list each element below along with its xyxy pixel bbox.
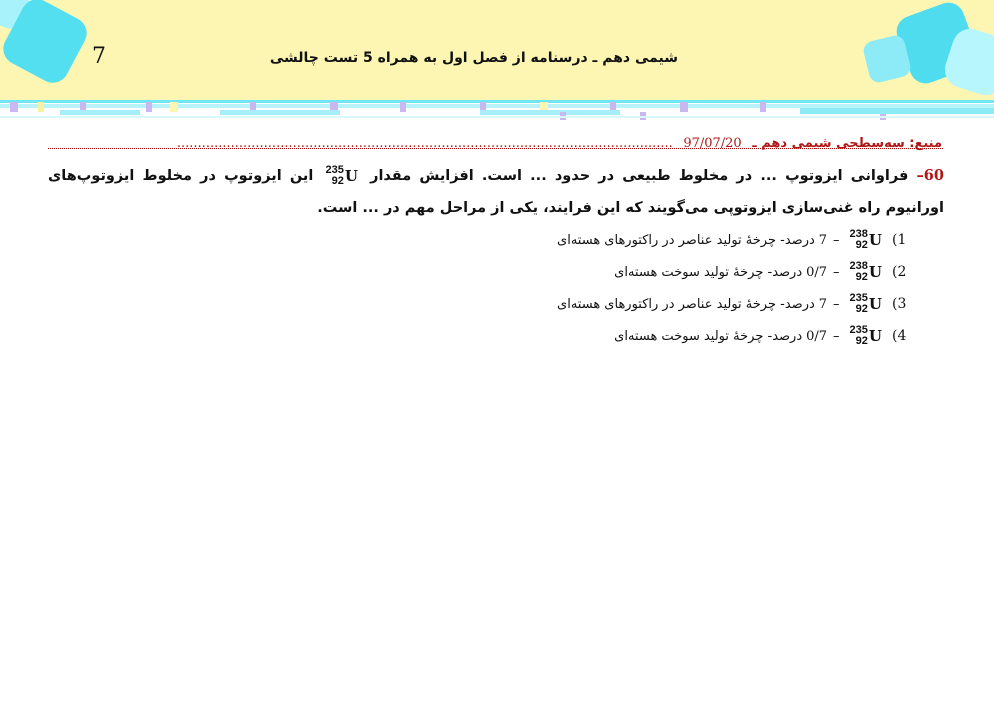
question-text-part2: این ایزوتوپ در مخلوط ایزوتوپ‌های اورانیوم راه غنی‌سازی ایزوتوپی می‌گویند که این فرایند، یکی از مراحل مهم در ... است. [48, 168, 944, 216]
option-text: درصد- چرخهٔ تولید سوخت هسته‌ای [614, 264, 803, 280]
option-separator: – [833, 264, 840, 280]
answer-option-3[interactable] [557, 288, 912, 320]
header-stripes [0, 100, 994, 122]
nuclide-symbol [850, 325, 882, 347]
option-separator: – [833, 328, 840, 344]
nuclide-atomic: 92 [855, 303, 868, 315]
source-label: منبع: سه‌سطحی شیمی دهم ـ [752, 136, 942, 151]
nuclide-element: U [344, 167, 358, 185]
answer-option-4[interactable] [557, 320, 912, 352]
page-title: شیمی دهم ـ درسنامه از فصل اول به همراه 5 تست چالشی [269, 50, 678, 66]
option-number: 2) [892, 264, 907, 280]
source-dots: ........................................................................................................................ [176, 136, 673, 151]
option-text: درصد- چرخهٔ تولید سوخت هسته‌ای [614, 328, 803, 344]
nuclide-mass: 235 [849, 324, 868, 336]
option-value: 7 [818, 296, 828, 312]
option-separator: – [833, 296, 840, 312]
nuclide-mass: 238 [849, 260, 868, 272]
source-line [177, 136, 942, 151]
page-header [0, 0, 994, 100]
nuclide-symbol [850, 293, 882, 315]
nuclide-symbol [850, 261, 882, 283]
nuclide-atomic: 92 [855, 239, 868, 251]
nuclide-symbol [325, 160, 357, 192]
option-value: 0/7 [806, 264, 828, 280]
question-text-part1: فراوانی ایزوتوپ ... در مخلوط طبیعی در حدود ... است. افزایش مقدار [370, 168, 909, 184]
nuclide-mass: 235 [849, 292, 868, 304]
source-date: 97/07/20 [683, 136, 742, 151]
option-value: 0/7 [806, 328, 828, 344]
page-number: 7 [92, 44, 106, 69]
nuclide-mass: 238 [849, 228, 868, 240]
nuclide-symbol [850, 229, 882, 251]
nuclide-atomic: 92 [855, 335, 868, 347]
option-number: 3) [892, 296, 907, 312]
option-number: 4) [892, 328, 907, 344]
answer-option-1[interactable] [557, 224, 912, 256]
option-text: درصد- چرخهٔ تولید عناصر در راکتورهای هسته‌ای [557, 232, 815, 248]
nuclide-element: U [868, 231, 882, 249]
nuclide-mass: 235 [325, 164, 344, 176]
nuclide-atomic: 92 [855, 271, 868, 283]
question-number: 60– [916, 167, 944, 184]
answer-options [557, 224, 912, 352]
nuclide-element: U [868, 263, 882, 281]
answer-option-2[interactable] [557, 256, 912, 288]
option-number: 1) [892, 232, 907, 248]
nuclide-element: U [868, 327, 882, 345]
option-text: درصد- چرخهٔ تولید عناصر در راکتورهای هسته‌ای [557, 296, 815, 312]
question-text [48, 160, 944, 224]
option-value: 7 [818, 232, 828, 248]
option-separator: – [833, 232, 840, 248]
nuclide-atomic: 92 [331, 175, 344, 187]
nuclide-element: U [868, 295, 882, 313]
